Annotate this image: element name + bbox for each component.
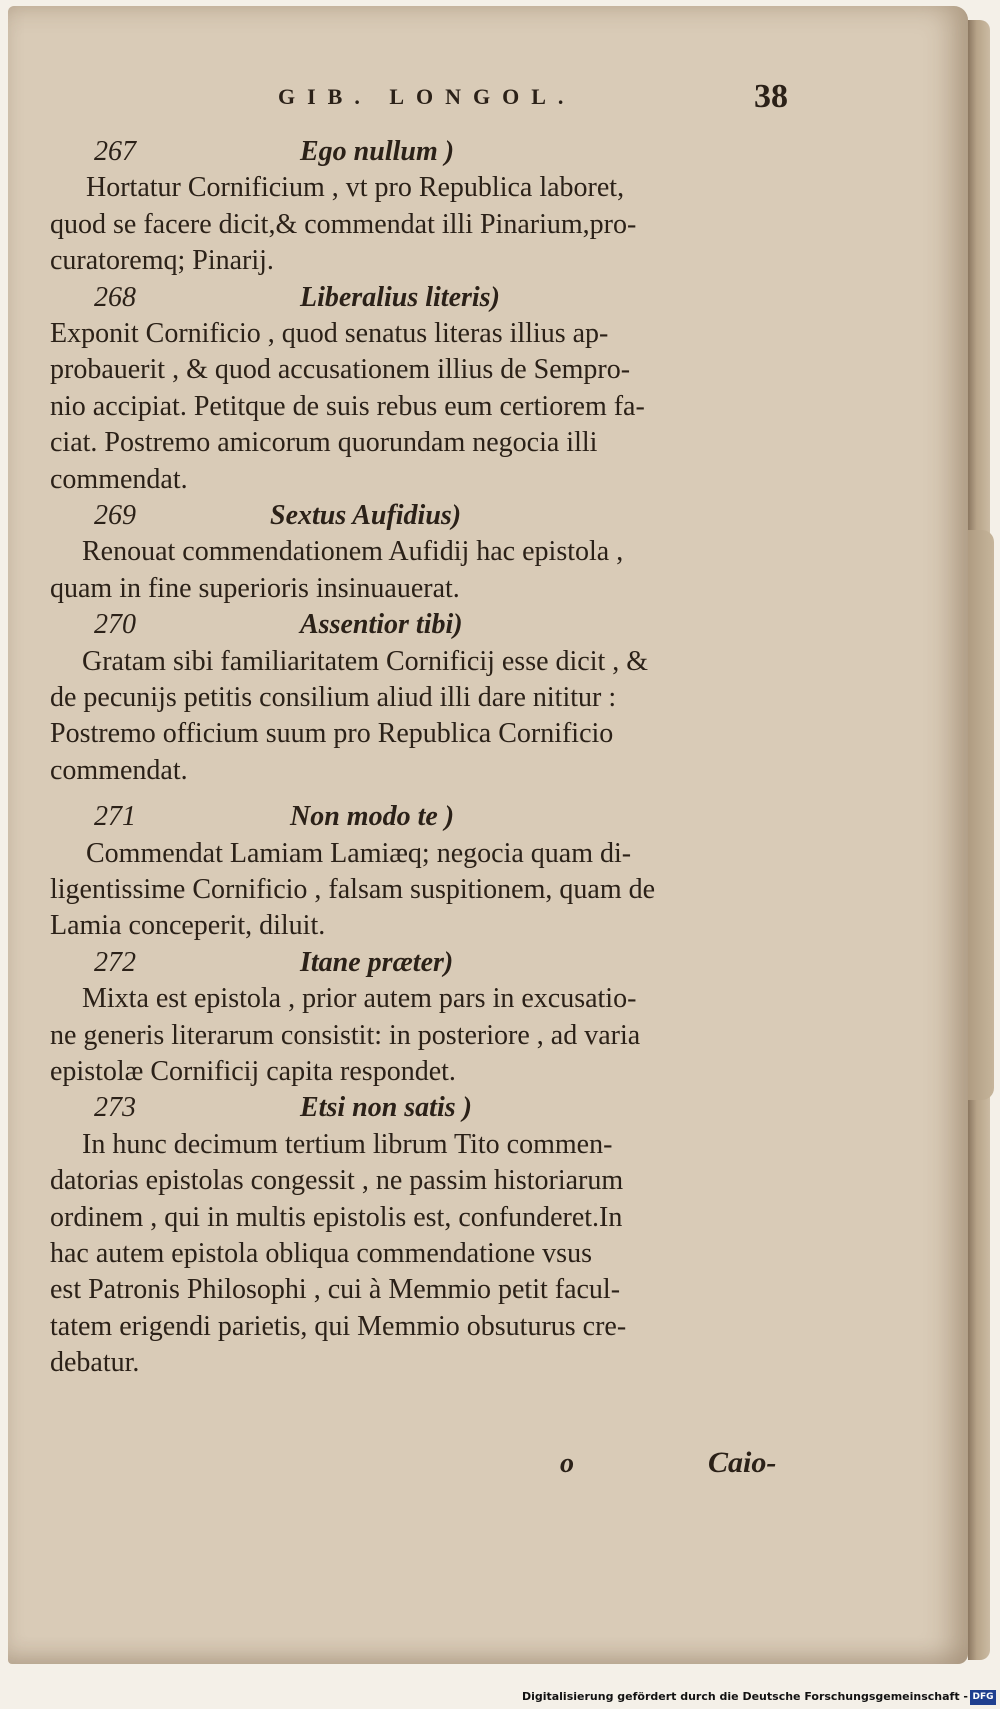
running-title: GIB. LONGOL.	[278, 84, 576, 109]
page-number: 38	[754, 78, 788, 115]
book-page	[8, 6, 968, 1664]
text-line: ordinem , qui in multis epistolis est, confunderet.In	[50, 1201, 623, 1233]
entry-body	[50, 644, 810, 790]
entry-heading	[50, 134, 810, 170]
text-line: epistolæ Cornificij capita respondet.	[50, 1056, 456, 1088]
entry-number: 271	[94, 801, 136, 833]
spacer	[50, 789, 810, 799]
text-line: Commendat Lamiam Lamiæq; negocia quam di-	[86, 837, 632, 869]
text-line: datorias epistolas congessit , ne passim historiarum	[50, 1165, 624, 1197]
entry-number: 268	[94, 281, 136, 313]
text-line: de pecunijs petitis consilium aliud illi dare nititur :	[50, 682, 617, 714]
digitization-credit: Digitalisierung gefördert durch die Deutsche Forschungsgemeinschaft -	[521, 1690, 968, 1703]
text-line: hac autem epistola obliqua commendatione vsus	[50, 1238, 592, 1270]
entry-270	[50, 607, 810, 789]
text-line: curatoremq; Pinarij.	[50, 245, 274, 277]
entry-number: 273	[94, 1092, 136, 1124]
entry-body	[50, 534, 810, 607]
entry-heading	[50, 799, 810, 835]
entry-cue: Itane præter)	[300, 946, 454, 978]
entry-273	[50, 1090, 810, 1381]
text-line: ligentissime Cornificio , falsam suspitionem, quam de	[50, 874, 656, 906]
text-line: debatur.	[50, 1347, 140, 1379]
text-line: tatem erigendi parietis, qui Memmio obsuturus cre-	[50, 1310, 627, 1342]
text-line: quod se facere dicit,& commendat illi Pinarium,pro-	[50, 208, 637, 240]
entry-number: 270	[94, 609, 136, 641]
entry-cue: Liberalius literis)	[300, 281, 500, 313]
text-line: probauerit , & quod accusationem illius de Sempro-	[50, 354, 631, 386]
entry-268	[50, 280, 810, 498]
text-line: Postremo officium suum pro Republica Cornificio	[50, 718, 614, 750]
entry-number: 272	[94, 946, 136, 978]
text-line: est Patronis Philosophi , cui à Memmio petit facul-	[50, 1274, 621, 1306]
entry-heading	[50, 607, 810, 643]
entry-body	[50, 170, 810, 279]
dfg-logo: DFG	[970, 1690, 996, 1705]
entry-heading	[50, 1090, 810, 1126]
entry-cue: Assentior tibi)	[300, 609, 463, 641]
signature-mark: o	[560, 1448, 574, 1479]
text-line: quam in fine superioris insinuauerat.	[50, 572, 460, 604]
text-line: Hortatur Cornificium , vt pro Republica laboret,	[86, 172, 625, 204]
entry-271	[50, 799, 810, 945]
text-line: Exponit Cornificio , quod senatus literas illius ap-	[50, 318, 609, 349]
entry-body	[50, 1127, 810, 1382]
entry-267	[50, 134, 810, 280]
entry-heading	[50, 280, 810, 316]
entry-272	[50, 945, 810, 1091]
text-line: commendat.	[50, 754, 188, 786]
entry-number: 267	[94, 136, 136, 167]
text-line: ciat. Postremo amicorum quorundam negocia illi	[50, 427, 598, 459]
text-line: In hunc decimum tertium librum Tito commen-	[82, 1128, 613, 1160]
entry-heading	[50, 498, 810, 534]
text-line: nio accipiat. Petitque de suis rebus eum certiorem fa-	[50, 390, 645, 422]
entry-cue: Sextus Aufidius)	[270, 500, 462, 532]
body-text	[50, 134, 810, 1382]
catchword: Caio-	[708, 1446, 777, 1479]
entry-heading	[50, 945, 810, 981]
text-line: Lamia conceperit, diluit.	[50, 910, 326, 942]
entry-body	[50, 316, 810, 498]
entry-number: 269	[94, 500, 136, 532]
text-line: commendat.	[50, 463, 188, 495]
text-line: Gratam sibi familiaritatem Cornificij esse dicit , &	[82, 645, 649, 677]
entry-body	[50, 981, 810, 1090]
text-line: Renouat commendationem Aufidij hac epistola ,	[82, 536, 624, 568]
text-line: Mixta est epistola , prior autem pars in excusatio-	[82, 983, 637, 1015]
entry-cue: Ego nullum )	[300, 136, 455, 167]
entry-cue: Non modo te )	[290, 801, 455, 833]
entry-cue: Etsi non satis )	[300, 1092, 472, 1124]
entry-269	[50, 498, 810, 607]
entry-body	[50, 836, 810, 945]
text-line: ne generis literarum consistit: in posteriore , ad varia	[50, 1019, 641, 1051]
